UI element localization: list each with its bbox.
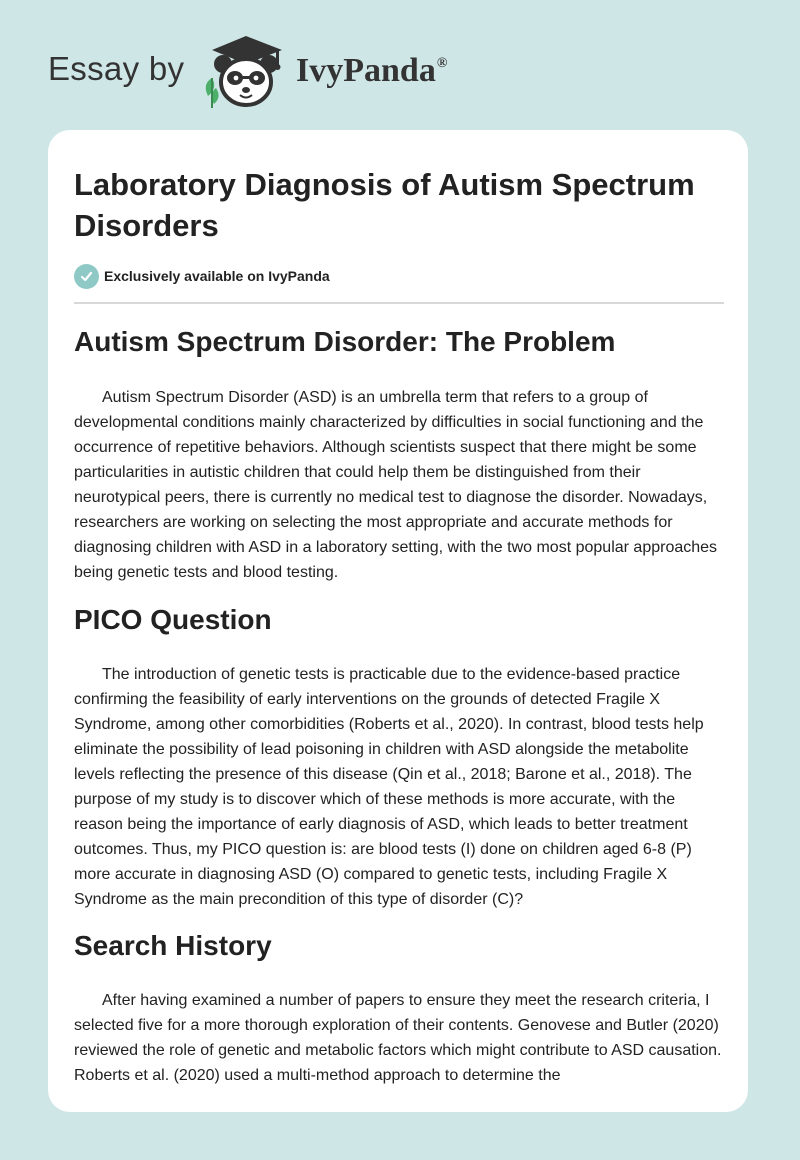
registered-mark: ® <box>436 56 448 71</box>
badge-text: Exclusively available on IvyPanda <box>104 268 330 284</box>
site-header <box>0 0 800 128</box>
panda-logo-icon[interactable] <box>198 34 294 110</box>
section-paragraph: The introduction of genetic tests is practicable due to the evidence-based practice confirming the feasibility of early interventions on the grounds of detected Fragile X Syndrome, among other comorbidities (Roberts et al., 2020). In contrast, blood tests help eliminate the possibility of lead poisoning in children with ASD alongside the metabolite levels reflecting the presence of this disease (Qin et al., 2018; Barone et al., 2018). The purpose of my study is to discover which of these methods is more accurate, with the reason being the importance of early diagnosis of ASD, which leads to better treatment outcomes. Thus, my PICO question is: are blood tests (I) done on children aged 6-8 (P) more accurate in diagnosing ASD (O) compared to genetic tests, including Fragile X Syndrome as the main precondition of this type of disorder (C)? <box>74 666 704 908</box>
article-title: Laboratory Diagnosis of Autism Spectrum Disorders <box>74 167 695 243</box>
brand-text: IvyPanda <box>296 52 436 89</box>
section-heading: PICO Question <box>74 604 272 635</box>
essay-by-label: Essay by <box>48 50 185 87</box>
section-paragraph: Autism Spectrum Disorder (ASD) is an umbrella term that refers to a group of developmental conditions mainly characterized by difficulties in social functioning and the occurrence of repetitive behaviors. Although scientists suspect that there might be some particularities in autistic children that could help them be distinguished from their neurotypical peers, there is currently no medical test to diagnose the disorder. Nowadays, researchers are working on selecting the most appropriate and accurate methods for diagnosing children with ASD in a laboratory setting, with the two most popular approaches being genetic tests and blood testing. <box>74 389 718 581</box>
check-icon <box>74 264 99 289</box>
exclusive-badge <box>74 262 330 290</box>
section-heading: Autism Spectrum Disorder: The Problem <box>74 326 616 357</box>
section-paragraph: After having examined a number of papers to ensure they meet the research criteria, I selected five for a more thorough exploration of their contents. Genovese and Butler (2020) reviewed the role of genetic and metabolic factors which might contribute to ASD causation. Roberts et al. (2020) used a multi-method approach to determine the <box>74 992 722 1084</box>
article-card <box>48 130 748 1112</box>
divider <box>74 302 724 304</box>
section-heading: Search History <box>74 930 272 961</box>
brand-name[interactable] <box>296 52 447 90</box>
